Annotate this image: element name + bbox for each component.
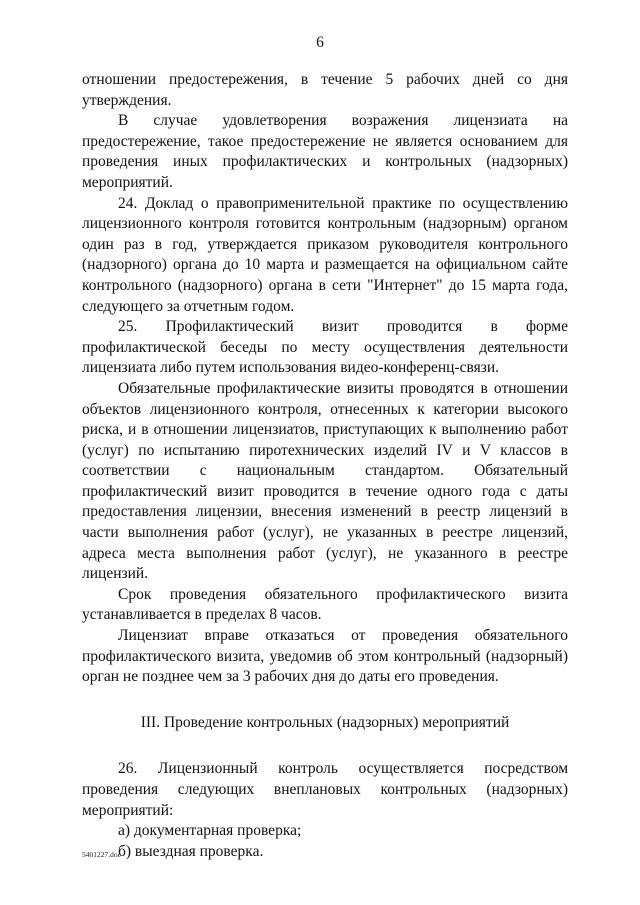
page-number: 6	[316, 34, 324, 51]
paragraph: В случае удовлетворения возражения лицензиата на предостережение, такое предостережение не является основанием для проведения иных профилактических и контрольных (надзорных) мероприятий.	[82, 112, 568, 191]
document-file-code: 5401227.doc	[82, 850, 121, 859]
paragraph: Лицензиат вправе отказаться от проведения обязательного профилактического визита, уведомив об этом контрольный (надзорный) орган не позднее чем за 3 рабочих дня до даты его проведения.	[82, 627, 568, 686]
paragraph-item-25: 25. Профилактический визит проводится в форме профилактической беседы по месту осуществления деятельности лицензиата либо путем использования видео-конференц-связи.	[82, 318, 568, 377]
section-heading: III. Проведение контрольных (надзорных) мероприятий	[140, 713, 510, 731]
document-body	[82, 70, 568, 862]
paragraph-item-24: 24. Доклад о правоприменительной практике по осуществлению лицензионного контроля готовится контрольным (надзорным) органом один раз в год, утверждается приказом руководителя контрольного (надзорного) органа до 10 марта и размещается на официальном сайте контрольного (надзорного) органа в сети "Интернет" до 15 марта года, следующего за отчетным годом.	[82, 194, 568, 315]
paragraph-item-26: 26. Лицензионный контроль осуществляется посредством проведения следующих внеплановых контрольных (надзорных) мероприятий:	[82, 760, 568, 819]
list-item: б) выездная проверка.	[118, 842, 264, 860]
list-item: а) документарная проверка;	[118, 822, 302, 840]
paragraph: Срок проведения обязательного профилактического визита устанавливается в пределах 8 часов.	[82, 585, 568, 624]
paragraph: отношении предостережения, в течение 5 рабочих дней со дня утверждения.	[82, 71, 568, 109]
paragraph: Обязательные профилактические визиты проводятся в отношении объектов лицензионного контроля, отнесенных к категории высокого риска, и в отношении лицензиатов, приступающих к выполнению работ (услуг) по испытанию пиротехнических изделий IV и V классов в соответствии с национальным стандартом. Обязательный профилактический визит проводится в течение одного года с даты предоставления лицензии, внесения изменений в реестр лицензий в части выполнения работ (услуг), не указанных в реестре лицензий, адреса места выполнения работ (услуг), не указанного в реестре лицензий.	[82, 379, 568, 583]
